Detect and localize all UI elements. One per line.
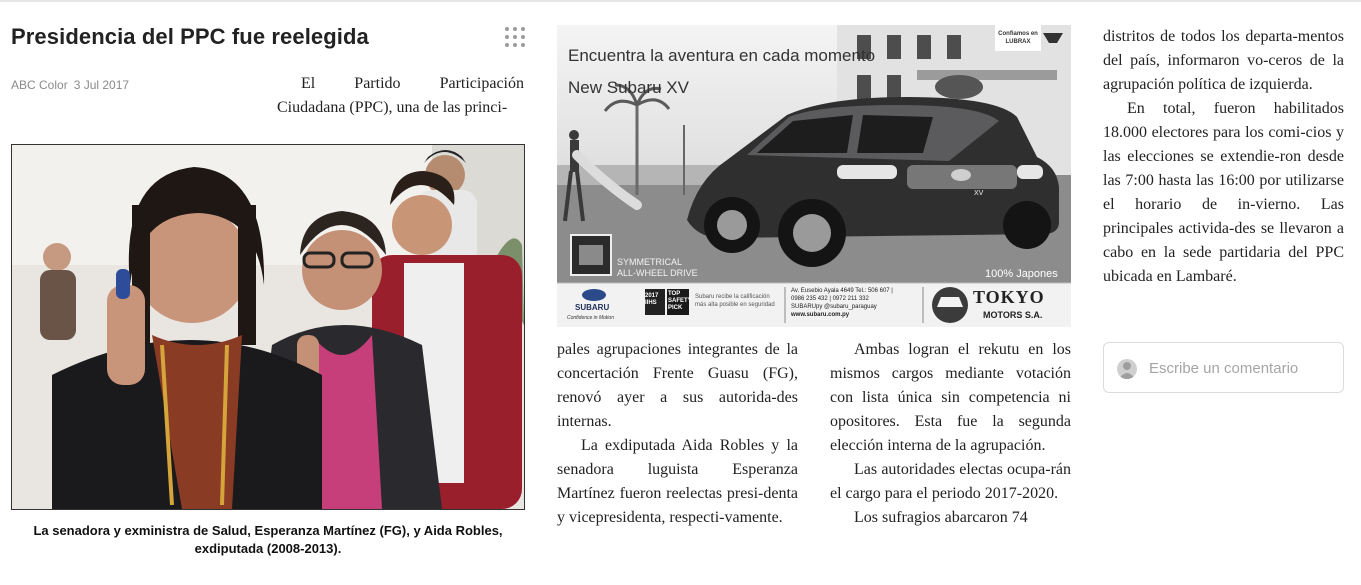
top-safety-badge: TOP SAFETY PICK	[668, 291, 692, 311]
dealer-phones: 0986 235 432 | 0972 211 332	[791, 296, 869, 302]
lubrax-badge: Confiamos en LUBRAX	[998, 31, 1038, 45]
tokyo-logo: TOKYO	[973, 287, 1045, 307]
dealer-website: www.subaru.com.py	[791, 312, 850, 318]
paragraph: En total, fueron habilitados 18.000 electores para los comi-cios y las elecciones se extendie-ron desde las 7:00 hasta las 16:00 por utilizarse el horario de in-vierno. Las principales activida-des se llevaron a cabo en la sede partidaria del PPC ubicada en Lambaré.	[1103, 100, 1344, 285]
iihs-badge: 2017 IIHS	[645, 293, 659, 306]
subaru-logo: SUBARU	[575, 303, 610, 312]
safety-rating-text: Subaru recibe la calificación más alta posible en seguridad	[695, 294, 775, 308]
paragraph: pales agrupaciones integrantes de la concertación Frente Guasu (FG), renovó ayer a sus autorida-des internas.	[557, 341, 798, 430]
paragraph: Los sufragios abarcaron 74	[854, 509, 1028, 526]
article-date: 3 Jul 2017	[73, 78, 130, 92]
intro-paragraph: El Partido Participación Ciudadana (PPC), una de las princi-	[277, 75, 524, 116]
ad-model: New Subaru XV	[568, 78, 689, 97]
subaru-tagline: Confidence in Motion	[567, 315, 614, 321]
paragraph: distritos de todos los departa-mentos del país, informaron vo-ceros de la agrupación política de izquierda.	[1103, 28, 1344, 93]
subaru-advertisement[interactable]	[557, 25, 1071, 327]
comment-box[interactable]	[1103, 342, 1344, 393]
dealer-address: Av. Eusebio Ayala 4649 Tel.: 506 607 |	[791, 288, 893, 294]
comment-placeholder[interactable]: Escribe un comentario	[1149, 360, 1299, 377]
awd-label	[617, 257, 698, 279]
article-meta	[11, 78, 129, 92]
dealer-social: SUBARUpy @subaru_paraguay	[791, 304, 877, 310]
ad-headline: Encuentra la aventura en cada momento	[568, 46, 876, 65]
photo-caption: La senadora y exministra de Salud, Esperanza Martínez (FG), y Aida Robles, exdiputada (2008-2013).	[33, 523, 503, 556]
article-column-3	[1103, 25, 1344, 289]
ad-japones: 100% Japones	[985, 268, 1058, 280]
top-divider	[0, 0, 1361, 2]
user-avatar-icon	[1117, 359, 1137, 379]
paragraph: Ambas logran el rekutu en los mismos cargos mediante votación con lista única sin competencia ni opositores. Esta fue la segunda elección interna de la agrupación.	[830, 341, 1071, 454]
grip-dots-icon[interactable]	[505, 27, 525, 47]
awd-line2: ALL-WHEEL DRIVE	[617, 268, 698, 278]
paragraph: La exdiputada Aida Robles y la senadora luguista Esperanza Martínez fueron reelectas presi-denta y vicepresidenta, respecti-vamente.	[557, 437, 798, 526]
article-photo	[11, 144, 525, 510]
tokyo-subtitle: MOTORS S.A.	[983, 310, 1043, 320]
article-column-2a	[557, 338, 798, 530]
article-column-2b	[830, 338, 1071, 530]
awd-line1: SYMMETRICAL	[617, 257, 683, 267]
paragraph: Las autoridades electas ocupa-rán el cargo para el periodo 2017-2020.	[830, 461, 1071, 502]
car-plate: XV	[974, 190, 984, 197]
article-intro	[277, 72, 524, 120]
dealer-contact	[791, 287, 893, 319]
article-title: Presidencia del PPC fue reelegida	[11, 24, 369, 49]
article-source: ABC Color	[11, 78, 68, 92]
